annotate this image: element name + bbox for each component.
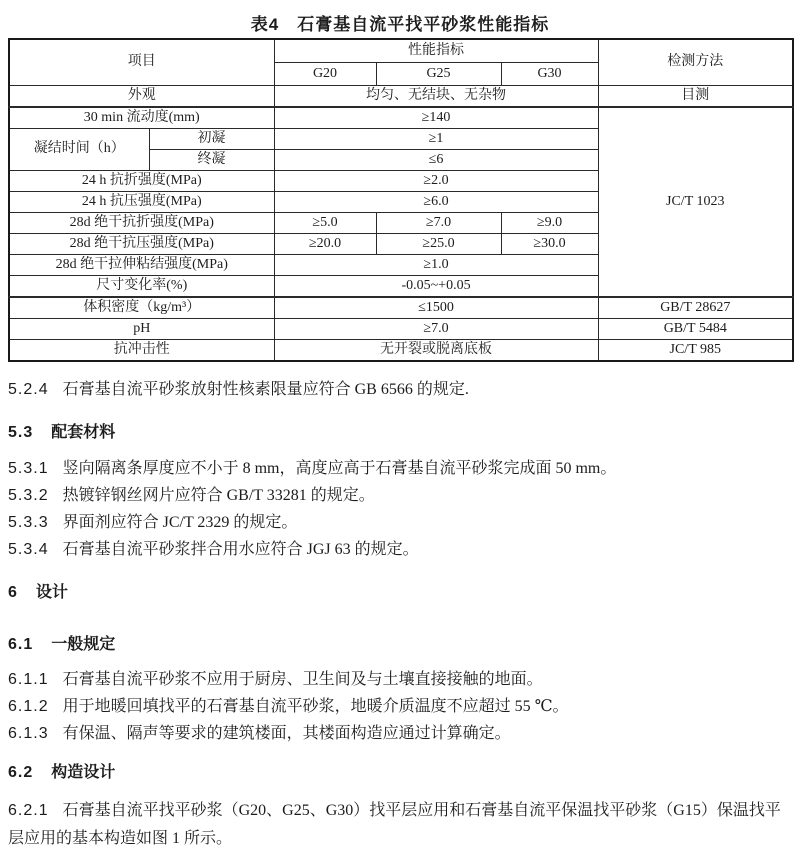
clause-number: 6.2.1 [8, 802, 49, 819]
clause-number: 5.2.4 [8, 381, 49, 398]
row-label-dimension-change: 尺寸变化率(%) [9, 276, 274, 298]
value-fluidity: ≥140 [274, 107, 598, 129]
heading-5-3 [8, 423, 794, 442]
clause-5-3-3 [8, 513, 794, 532]
row-label-compressive-28d: 28d 绝干抗压强度(MPa) [9, 234, 274, 255]
value-flexural-28d-g20: ≥5.0 [274, 213, 376, 234]
method-appearance: 目测 [598, 86, 793, 108]
heading-number: 6.1 [8, 636, 34, 653]
clause-6-2-1 [8, 797, 794, 853]
clause-number: 5.3.4 [8, 541, 49, 558]
heading-number: 5.3 [8, 424, 34, 441]
value-compressive-28d-g25: ≥25.0 [376, 234, 501, 255]
header-grade-g25: G25 [376, 63, 501, 86]
clause-text: 石膏基自流平砂浆拌合用水应符合 JGJ 63 的规定。 [62, 541, 419, 558]
value-bulk-density: ≤1500 [274, 297, 598, 319]
header-grade-g20: G20 [274, 63, 376, 86]
row-label-bond-28d: 28d 绝干拉伸粘结强度(MPa) [9, 255, 274, 276]
clause-text: 界面剂应符合 JC/T 2329 的规定。 [62, 514, 298, 531]
clause-text: 石膏基自流平砂浆放射性核素限量应符合 GB 6566 的规定. [62, 381, 469, 398]
value-flexural-28d-g30: ≥9.0 [501, 213, 598, 234]
row-label-bulk-density: 体积密度（kg/m³） [9, 297, 274, 319]
header-performance: 性能指标 [274, 39, 598, 63]
clause-number: 6.1.2 [8, 698, 49, 715]
row-label-initial-set: 初凝 [149, 129, 274, 150]
clause-text: 用于地暖回填找平的石膏基自流平砂浆，地暖介质温度不应超过 55 ℃。 [62, 698, 569, 715]
clause-number: 5.3.3 [8, 514, 49, 531]
clause-5-3-1 [8, 459, 794, 478]
row-label-appearance: 外观 [9, 86, 274, 108]
value-bond-28d: ≥1.0 [274, 255, 598, 276]
clause-5-3-2 [8, 486, 794, 505]
header-method: 检测方法 [598, 39, 793, 86]
heading-text: 配套材料 [51, 424, 116, 441]
heading-text: 构造设计 [51, 764, 116, 781]
clause-6-1-3 [8, 724, 794, 743]
clause-text: 热镀锌钢丝网片应符合 GB/T 33281 的规定。 [62, 487, 375, 504]
table-caption: 表4 石膏基自流平找平砂浆性能指标 [250, 15, 550, 34]
value-compressive-28d-g20: ≥20.0 [274, 234, 376, 255]
value-ph: ≥7.0 [274, 319, 598, 340]
row-label-ph: pH [9, 319, 274, 340]
row-label-fluidity: 30 min 流动度(mm) [9, 107, 274, 129]
clause-text: 石膏基自流平找平砂浆（G20、G25、G30）找平层应用和石膏基自流平保温找平砂浆（G15）保温找平层应用的基本构造如图 1 所示。 [8, 802, 781, 847]
clause-5-3-4 [8, 540, 794, 559]
clause-number: 5.3.2 [8, 487, 49, 504]
heading-number: 6 [8, 584, 18, 601]
clause-text: 竖向隔离条厚度应不小于 8 mm，高度应高于石膏基自流平砂浆完成面 50 mm。 [62, 460, 617, 477]
row-label-impact: 抗冲击性 [9, 340, 274, 362]
clause-text: 有保温、隔声等要求的建筑楼面，其楼面构造应通过计算确定。 [62, 725, 511, 742]
method-impact: JC/T 985 [598, 340, 793, 362]
method-merged: JC/T 1023 [598, 107, 793, 297]
value-impact: 无开裂或脱离底板 [274, 340, 598, 362]
heading-number: 6.2 [8, 764, 34, 781]
value-dimension-change: -0.05~+0.05 [274, 276, 598, 298]
row-label-flexural-24h: 24 h 抗折强度(MPa) [9, 171, 274, 192]
value-initial-set: ≥1 [274, 129, 598, 150]
row-label-flexural-28d: 28d 绝干抗折强度(MPa) [9, 213, 274, 234]
value-flexural-24h: ≥2.0 [274, 171, 598, 192]
row-label-compressive-24h: 24 h 抗压强度(MPa) [9, 192, 274, 213]
row-label-final-set: 终凝 [149, 150, 274, 171]
value-final-set: ≤6 [274, 150, 598, 171]
heading-text: 设计 [35, 584, 68, 601]
clause-number: 6.1.1 [8, 671, 49, 688]
clause-number: 5.3.1 [8, 460, 49, 477]
header-item: 项目 [9, 39, 274, 86]
clause-6-1-1 [8, 670, 794, 689]
method-bulk-density: GB/T 28627 [598, 297, 793, 319]
value-appearance: 均匀、无结块、无杂物 [274, 86, 598, 108]
clause-text: 石膏基自流平砂浆不应用于厨房、卫生间及与土壤直接接触的地面。 [62, 671, 543, 688]
clause-number: 6.1.3 [8, 725, 49, 742]
header-grade-g30: G30 [501, 63, 598, 86]
value-flexural-28d-g25: ≥7.0 [376, 213, 501, 234]
value-compressive-28d-g30: ≥30.0 [501, 234, 598, 255]
row-label-setting-time: 凝结时间（h） [9, 129, 149, 171]
heading-6-2 [8, 763, 794, 782]
value-compressive-24h: ≥6.0 [274, 192, 598, 213]
heading-text: 一般规定 [51, 636, 116, 653]
clause-5-2-4 [8, 380, 794, 399]
heading-6-1 [8, 635, 794, 654]
spec-table [8, 38, 794, 362]
clause-6-1-2 [8, 697, 794, 716]
heading-6 [8, 583, 794, 602]
method-ph: GB/T 5484 [598, 319, 793, 340]
